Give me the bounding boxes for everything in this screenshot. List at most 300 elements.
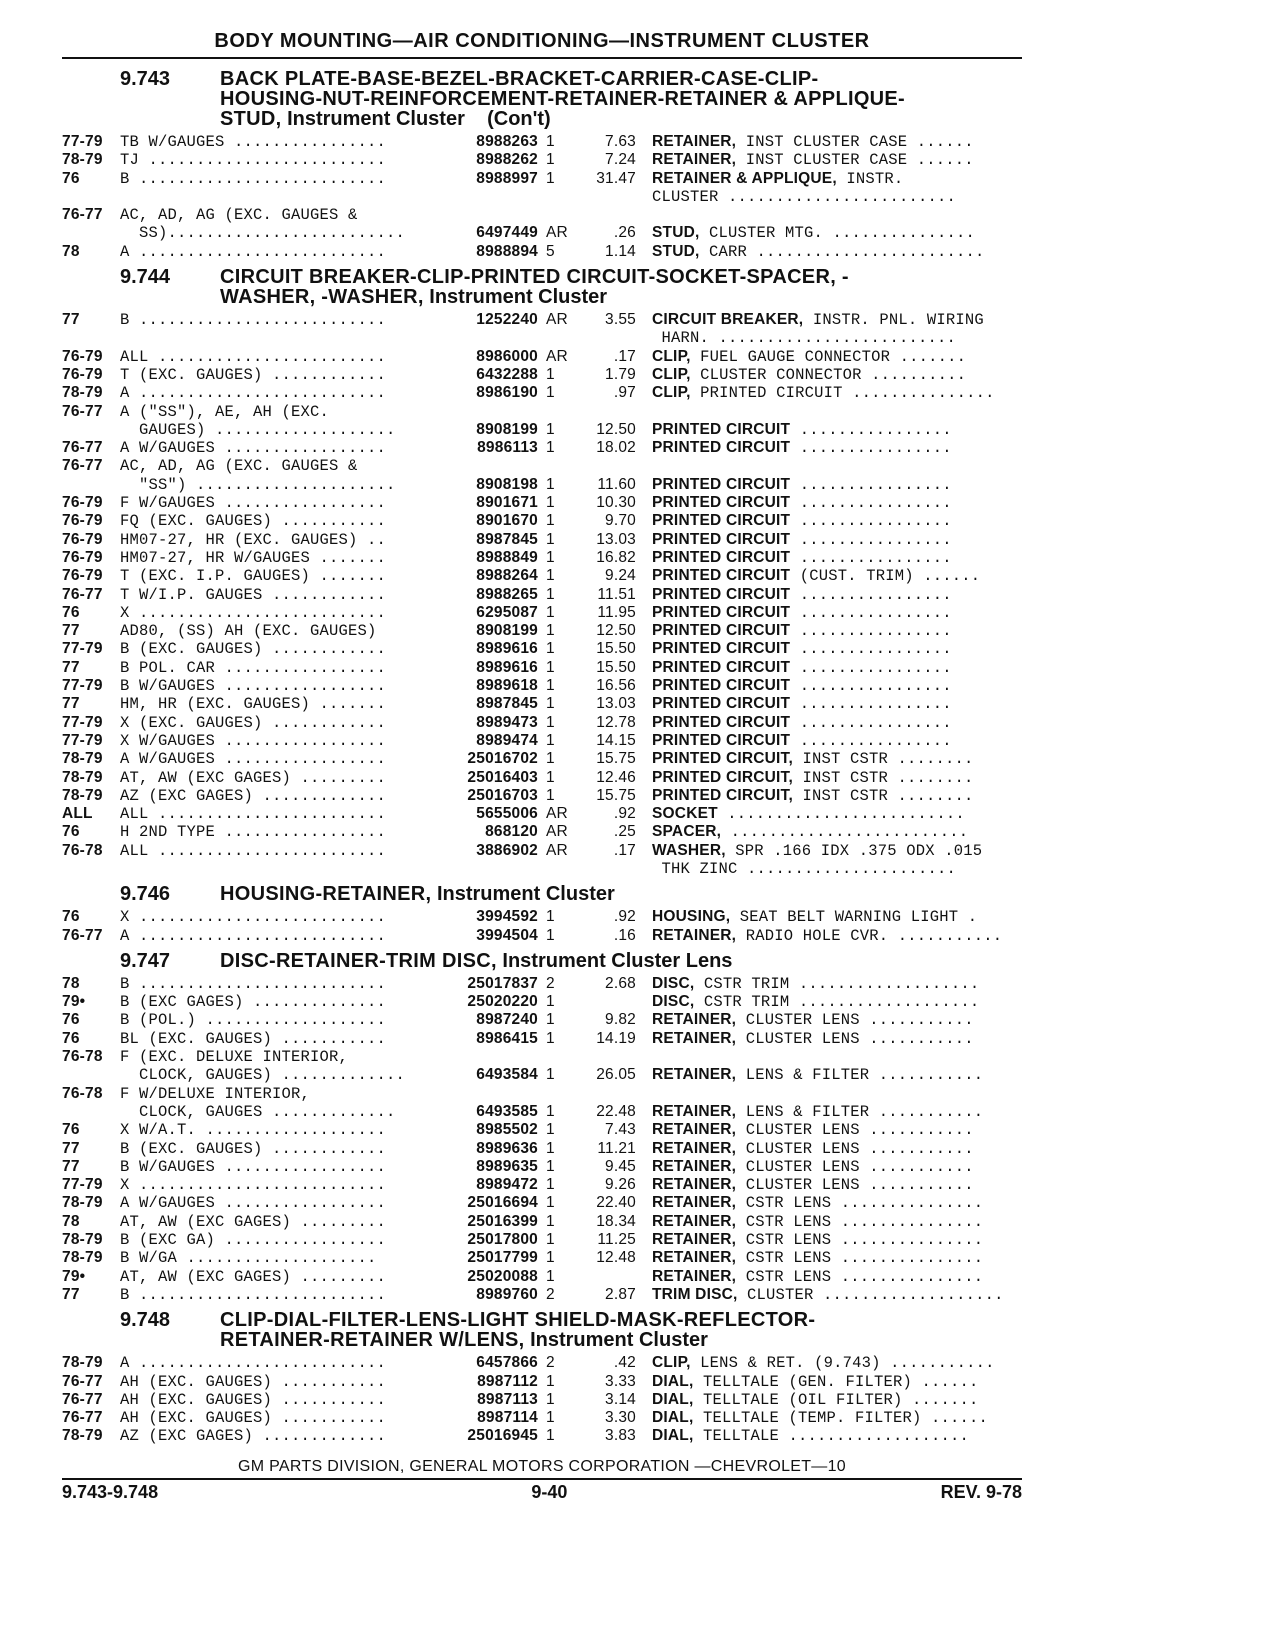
row-description-name: RETAINER,	[652, 1121, 737, 1139]
row-price: 11.51	[597, 585, 636, 603]
row-description	[652, 311, 1022, 329]
row-application: AT, AW (EXC GAGES) .........	[120, 1267, 387, 1286]
row-application: X ..........................	[120, 1176, 387, 1195]
section-title-sub: Instrument Cluster	[530, 1329, 708, 1352]
row-description-detail: ................	[790, 439, 952, 458]
section-header	[62, 951, 1022, 971]
row-description-name: DIAL,	[652, 1427, 694, 1445]
row-application: T W/I.P. GAUGES ............	[120, 585, 387, 604]
row-year: 78-79	[62, 151, 103, 169]
row-year: 76	[62, 823, 80, 841]
row-description-name: PRINTED CIRCUIT,	[652, 768, 793, 786]
parts-row	[62, 659, 1022, 677]
row-year: 76-79	[62, 365, 103, 383]
row-description-detail: TELLTALE (GEN. FILTER) ......	[693, 1372, 979, 1391]
row-quantity: 1	[546, 1066, 555, 1084]
row-part-number: 3886902	[476, 841, 538, 859]
row-year: 76-77	[62, 1372, 103, 1390]
parts-row	[62, 439, 1022, 457]
parts-row	[62, 1103, 1022, 1121]
parts-row	[62, 531, 1022, 549]
row-price: 11.25	[597, 1231, 636, 1249]
row-application: HM07-27, HR (EXC. GAUGES) ..	[120, 530, 387, 549]
row-application: ALL ........................	[120, 805, 387, 824]
row-description-name: PRINTED CIRCUIT,	[652, 786, 793, 804]
row-description-name: RETAINER,	[652, 151, 737, 169]
row-description-name: RETAINER,	[652, 1194, 737, 1212]
parts-row	[62, 457, 1022, 475]
row-year: 78-79	[62, 1427, 103, 1445]
row-part-number: 25016945	[467, 1427, 538, 1445]
row-description	[652, 677, 1022, 695]
parts-row	[62, 1011, 1022, 1029]
row-year: 78-79	[62, 768, 103, 786]
row-price: 16.82	[596, 548, 636, 566]
row-quantity: AR	[546, 823, 568, 841]
row-description-detail: (CUST. TRIM) ......	[790, 567, 981, 586]
row-description-name: HOUSING,	[652, 908, 731, 926]
parts-row	[62, 512, 1022, 530]
row-description-name: RETAINER,	[652, 1267, 737, 1285]
row-description-detail: ................	[790, 420, 952, 439]
row-price: 3.55	[605, 311, 636, 329]
parts-row	[62, 1030, 1022, 1048]
parts-row	[62, 787, 1022, 805]
parts-row	[62, 494, 1022, 512]
row-part-number: 8989616	[476, 640, 538, 658]
row-price: 18.34	[596, 1212, 636, 1230]
row-description	[652, 348, 1022, 366]
row-quantity: 1	[546, 1267, 555, 1285]
row-application: B ..........................	[120, 311, 387, 330]
row-description-detail: ................	[790, 658, 952, 677]
row-application: AC, AD, AG (EXC. GAUGES &	[120, 206, 358, 225]
row-description-detail: CLUSTER LENS ...........	[736, 1176, 974, 1195]
row-quantity: 1	[546, 169, 555, 187]
parts-row	[62, 1066, 1022, 1084]
row-year: 78-79	[62, 786, 103, 804]
parts-row	[62, 1391, 1022, 1409]
row-price: .17	[613, 347, 636, 365]
row-description-detail: CSTR LENS ...............	[736, 1249, 984, 1268]
row-year: 76-77	[62, 439, 103, 457]
parts-row	[62, 750, 1022, 768]
row-description-detail: INST CSTR ........	[792, 786, 974, 805]
row-description-name: WASHER,	[652, 841, 726, 859]
parts-row	[62, 133, 1022, 151]
parts-row	[62, 188, 1022, 206]
row-part-number: 8901670	[476, 512, 538, 530]
row-description-name: PRINTED CIRCUIT	[652, 640, 791, 658]
parts-row	[62, 403, 1022, 421]
row-part-number: 8901671	[476, 494, 538, 512]
row-price: 11.21	[597, 1139, 636, 1157]
row-quantity: 1	[546, 1409, 555, 1427]
row-application: BL (EXC. GAUGES) ...........	[120, 1029, 387, 1048]
row-year: 76	[62, 1011, 80, 1029]
row-price: .17	[613, 841, 636, 859]
row-price: 2.68	[605, 974, 636, 992]
parts-row	[62, 243, 1022, 261]
row-description-name: PRINTED CIRCUIT	[652, 585, 791, 603]
row-part-number: 25017800	[467, 1231, 538, 1249]
section-header	[62, 267, 1022, 307]
row-application: AC, AD, AG (EXC. GAUGES &	[120, 457, 358, 476]
section-header	[62, 69, 1022, 129]
row-description-detail: ................	[790, 548, 952, 567]
row-application: "SS") .....................	[120, 475, 396, 494]
row-price: .42	[613, 1354, 636, 1372]
row-description	[652, 1121, 1022, 1139]
row-quantity: 1	[546, 1372, 555, 1390]
row-description-detail: ................	[790, 731, 952, 750]
row-description-detail: CLUSTER LENS ...........	[736, 1121, 974, 1140]
row-description-detail: ................	[790, 494, 952, 513]
row-description-detail: INST CLUSTER CASE ......	[736, 151, 974, 170]
row-quantity: 1	[546, 439, 555, 457]
row-description	[652, 384, 1022, 402]
row-description-detail: CARR ........................	[699, 242, 985, 261]
row-part-number: 8986113	[477, 439, 538, 457]
row-description	[652, 787, 1022, 805]
row-application: F W/GAUGES .................	[120, 494, 387, 513]
row-part-number: 8987845	[476, 695, 538, 713]
row-year: 76-78	[62, 1084, 103, 1102]
row-quantity: 1	[546, 567, 555, 585]
row-year: 76-79	[62, 494, 103, 512]
row-application: B W/GAUGES .................	[120, 677, 387, 696]
row-quantity: 1	[546, 713, 555, 731]
section-title-main: HOUSING-RETAINER,	[220, 883, 432, 906]
row-year: 79•	[62, 1267, 86, 1285]
row-price: 15.75	[596, 750, 636, 768]
row-description	[652, 1140, 1022, 1158]
row-description	[652, 224, 1022, 242]
row-price: 12.50	[596, 622, 636, 640]
parts-row	[62, 805, 1022, 823]
row-part-number: 25020220	[467, 993, 538, 1011]
row-application: B W/GA ....................	[120, 1249, 377, 1268]
row-year: 77-79	[62, 713, 103, 731]
row-description-detail: FUEL GAUGE CONNECTOR .......	[690, 347, 967, 366]
row-description-detail: TELLTALE (OIL FILTER) .......	[693, 1390, 979, 1409]
parts-row	[62, 348, 1022, 366]
row-part-number: 1252240	[476, 311, 538, 329]
row-description-detail: PRINTED CIRCUIT ...............	[690, 384, 995, 403]
row-year: 76-77	[62, 1409, 103, 1427]
row-quantity: 1	[546, 1029, 555, 1047]
row-application: CLOCK, GAUGES) .............	[120, 1066, 406, 1085]
row-year: 76-77	[62, 402, 103, 420]
section	[62, 69, 1022, 261]
catalog-page	[62, 30, 1022, 1446]
row-description-detail: LENS & FILTER ...........	[736, 1102, 984, 1121]
row-year: 77-79	[62, 133, 103, 150]
section-title-main: CLIP-DIAL-FILTER-LENS-LIGHT SHIELD-MASK-REFLECTOR- RETAINER-RETAINER W/LENS,	[220, 1309, 816, 1352]
row-year: 76-79	[62, 512, 103, 530]
row-quantity: 2	[546, 974, 555, 992]
row-description	[652, 695, 1022, 713]
row-description-name: CLIP,	[652, 347, 691, 365]
row-price: 16.56	[596, 677, 636, 695]
section-title-main: DISC-RETAINER-TRIM DISC,	[220, 949, 497, 972]
row-description-detail: CSTR LENS ...............	[736, 1231, 984, 1250]
row-quantity: 1	[546, 622, 555, 640]
row-description-name: RETAINER,	[652, 1157, 737, 1175]
row-part-number: 8987113	[477, 1390, 538, 1408]
row-description-detail: ................	[790, 677, 952, 696]
row-application: X (EXC. GAUGES) ............	[120, 713, 387, 732]
row-quantity: 1	[546, 530, 555, 548]
row-year: 76	[62, 1029, 80, 1047]
parts-row	[62, 695, 1022, 713]
row-quantity: 1	[546, 658, 555, 676]
row-year: 77	[62, 1157, 80, 1175]
row-application: F W/DELUXE INTERIOR,	[120, 1084, 311, 1103]
row-year: 76-77	[62, 585, 103, 603]
row-description-name: DIAL,	[652, 1390, 694, 1408]
row-description-detail: SEAT BELT WARNING LIGHT .	[730, 908, 978, 927]
row-price: 12.50	[596, 420, 636, 438]
row-application: T (EXC. I.P. GAUGES) .......	[120, 567, 387, 586]
row-price: .16	[613, 926, 636, 944]
row-description	[652, 476, 1022, 494]
row-year: 77	[62, 622, 80, 640]
page-title: BODY MOUNTING—AIR CONDITIONING—INSTRUMENT CLUSTER	[62, 30, 1022, 59]
row-part-number: 3994592	[476, 908, 538, 926]
row-description-name: PRINTED CIRCUIT	[652, 567, 791, 585]
row-quantity: 1	[546, 494, 555, 512]
row-application: B (EXC. GAUGES) ............	[120, 1139, 387, 1158]
parts-row	[62, 1409, 1022, 1427]
row-description	[652, 439, 1022, 457]
section-title	[220, 69, 1022, 129]
row-description-detail: CSTR TRIM ...................	[694, 974, 980, 993]
row-description	[652, 1213, 1022, 1231]
row-application: ALL ........................	[120, 841, 387, 860]
row-description-name: RETAINER,	[652, 133, 737, 150]
section-header	[62, 1310, 1022, 1350]
row-part-number: 8986000	[476, 347, 538, 365]
row-description	[652, 622, 1022, 640]
row-quantity: 1	[546, 1157, 555, 1175]
row-description	[652, 1194, 1022, 1212]
row-price: 3.30	[605, 1409, 636, 1427]
row-quantity: AR	[546, 805, 568, 823]
row-description-detail: CLUSTER LENS ...........	[736, 1157, 974, 1176]
row-description	[652, 659, 1022, 677]
row-application: X ..........................	[120, 908, 387, 927]
row-year: 76-77	[62, 926, 103, 944]
row-price: .92	[613, 805, 636, 823]
row-quantity: 1	[546, 731, 555, 749]
row-price: 3.14	[605, 1390, 636, 1408]
row-year: 76	[62, 1121, 80, 1139]
row-application: HM07-27, HR W/GAUGES .......	[120, 548, 387, 567]
row-description	[652, 1268, 1022, 1286]
row-quantity: 2	[546, 1354, 555, 1372]
row-part-number: 25017837	[467, 974, 538, 992]
row-description	[652, 732, 1022, 750]
footer-range: 9.743-9.748	[62, 1482, 159, 1502]
row-quantity: 1	[546, 1011, 555, 1029]
row-description-detail: INST CSTR ........	[792, 768, 974, 787]
row-price: 12.46	[596, 768, 636, 786]
row-description-detail: LENS & FILTER ...........	[736, 1066, 984, 1085]
row-description	[652, 531, 1022, 549]
row-application: F (EXC. DELUXE INTERIOR,	[120, 1048, 349, 1067]
row-description-detail: CSTR LENS ...............	[736, 1267, 984, 1286]
sections-container	[62, 69, 1022, 1446]
row-application: AD80, (SS) AH (EXC. GAUGES)	[120, 622, 377, 641]
row-description-detail: CSTR TRIM ...................	[694, 993, 980, 1012]
row-description	[652, 1231, 1022, 1249]
row-quantity: 1	[546, 926, 555, 944]
row-year: 78-79	[62, 1354, 103, 1372]
row-application: AZ (EXC GAGES) .............	[120, 1427, 387, 1446]
row-price: 9.24	[605, 567, 636, 585]
row-description-name: CIRCUIT BREAKER,	[652, 311, 804, 329]
row-description	[652, 823, 1022, 841]
row-year: 77	[62, 1285, 80, 1303]
row-description-detail: INSTR.	[836, 169, 904, 188]
row-price: 3.83	[605, 1427, 636, 1445]
row-price: 7.43	[605, 1121, 636, 1139]
row-year: 76	[62, 169, 80, 187]
parts-row	[62, 677, 1022, 695]
row-application: H 2ND TYPE .................	[120, 823, 387, 842]
row-description	[652, 640, 1022, 658]
row-quantity: 1	[546, 786, 555, 804]
row-description	[652, 243, 1022, 261]
row-part-number: 25017799	[467, 1249, 538, 1267]
row-description-name: PRINTED CIRCUIT	[652, 731, 791, 749]
row-description-detail: CLUSTER LENS ...........	[736, 1011, 974, 1030]
parts-row	[62, 1231, 1022, 1249]
row-price: 12.78	[596, 713, 636, 731]
row-description	[652, 133, 1022, 151]
row-application: X W/A.T. ...................	[120, 1121, 387, 1140]
row-price: .92	[613, 908, 636, 926]
row-price: 12.48	[596, 1249, 636, 1267]
parts-row	[62, 732, 1022, 750]
row-description-detail: CLUSTER CONNECTOR ..........	[690, 365, 967, 384]
section-title	[220, 884, 1022, 904]
row-description-name: PRINTED CIRCUIT,	[652, 750, 793, 768]
row-quantity: AR	[546, 347, 568, 365]
row-year: 79•	[62, 993, 86, 1011]
row-application: CLOCK, GAUGES .............	[120, 1102, 396, 1121]
row-description-name: RETAINER,	[652, 1212, 737, 1230]
row-description-name: PRINTED CIRCUIT	[652, 548, 791, 566]
row-quantity: 1	[546, 1176, 555, 1194]
row-quantity: 1	[546, 585, 555, 603]
row-price: 1.79	[605, 365, 636, 383]
row-year: 76	[62, 603, 80, 621]
row-application: T (EXC. GAUGES) ............	[120, 365, 387, 384]
row-description	[652, 1391, 1022, 1409]
parts-row	[62, 1085, 1022, 1103]
row-application: A W/GAUGES .................	[120, 750, 387, 769]
row-description-name: STUD,	[652, 224, 700, 242]
parts-row	[62, 1373, 1022, 1391]
row-description-name: DISC,	[652, 974, 695, 992]
row-description-detail: ................	[790, 640, 952, 659]
row-quantity: 1	[546, 365, 555, 383]
row-application: B W/GAUGES .................	[120, 1157, 387, 1176]
section-title-main: CIRCUIT BREAKER-CLIP-PRINTED CIRCUIT-SOCKET-SPACER, - WASHER, -WASHER,	[220, 266, 849, 309]
section-title-sub: Instrument Cluster Lens	[502, 949, 733, 972]
row-part-number: 8986415	[476, 1029, 538, 1047]
parts-row	[62, 993, 1022, 1011]
row-description-detail: SPR .166 IDX .375 ODX .015	[725, 841, 983, 860]
row-quantity: 1	[546, 1194, 555, 1212]
row-description-detail: ................	[790, 622, 952, 641]
row-description	[652, 329, 1022, 347]
parts-row	[62, 908, 1022, 926]
row-quantity: 1	[546, 1249, 555, 1267]
row-application: TB W/GAUGES ................	[120, 133, 387, 151]
row-year: 77	[62, 311, 80, 329]
row-description-detail: ................	[790, 713, 952, 732]
row-description-name: CLIP,	[652, 1354, 691, 1372]
row-year: 76	[62, 908, 80, 926]
row-description-detail: ................	[790, 530, 952, 549]
row-description-name: RETAINER,	[652, 1139, 737, 1157]
row-description	[652, 805, 1022, 823]
row-application: B (EXC GAGES) ..............	[120, 993, 387, 1012]
row-quantity: 1	[546, 548, 555, 566]
row-quantity: AR	[546, 841, 568, 859]
row-price: 14.15	[596, 731, 636, 749]
section-title-sub: Instrument Cluster (Con't)	[287, 108, 551, 130]
row-description	[652, 549, 1022, 567]
row-quantity: 1	[546, 1427, 555, 1445]
row-year: 77-79	[62, 677, 103, 695]
row-year: 78-79	[62, 1249, 103, 1267]
parts-row	[62, 640, 1022, 658]
row-description	[652, 586, 1022, 604]
row-description	[652, 1011, 1022, 1029]
parts-row	[62, 206, 1022, 224]
row-part-number: 8908199	[476, 420, 538, 438]
row-description-name: CLIP,	[652, 365, 691, 383]
row-description	[652, 1373, 1022, 1391]
row-description-name: PRINTED CIRCUIT	[652, 530, 791, 548]
parts-row	[62, 421, 1022, 439]
row-quantity: AR	[546, 311, 568, 329]
row-description	[652, 366, 1022, 384]
parts-row	[62, 622, 1022, 640]
row-price: .25	[613, 823, 636, 841]
row-quantity: AR	[546, 224, 568, 242]
parts-row	[62, 311, 1022, 329]
row-description-name: PRINTED CIRCUIT	[652, 603, 791, 621]
parts-row	[62, 604, 1022, 622]
row-description-name: RETAINER,	[652, 1029, 737, 1047]
row-description-name: RETAINER,	[652, 926, 737, 944]
row-part-number: 8988894	[476, 242, 538, 260]
row-year: 76-77	[62, 1390, 103, 1408]
parts-row	[62, 1048, 1022, 1066]
row-year: 78	[62, 974, 80, 992]
section-title	[220, 951, 1022, 971]
row-application: AH (EXC. GAUGES) ...........	[120, 1409, 387, 1428]
row-description	[652, 714, 1022, 732]
row-description	[652, 842, 1022, 860]
row-year: 76-79	[62, 548, 103, 566]
row-description	[652, 1286, 1022, 1304]
